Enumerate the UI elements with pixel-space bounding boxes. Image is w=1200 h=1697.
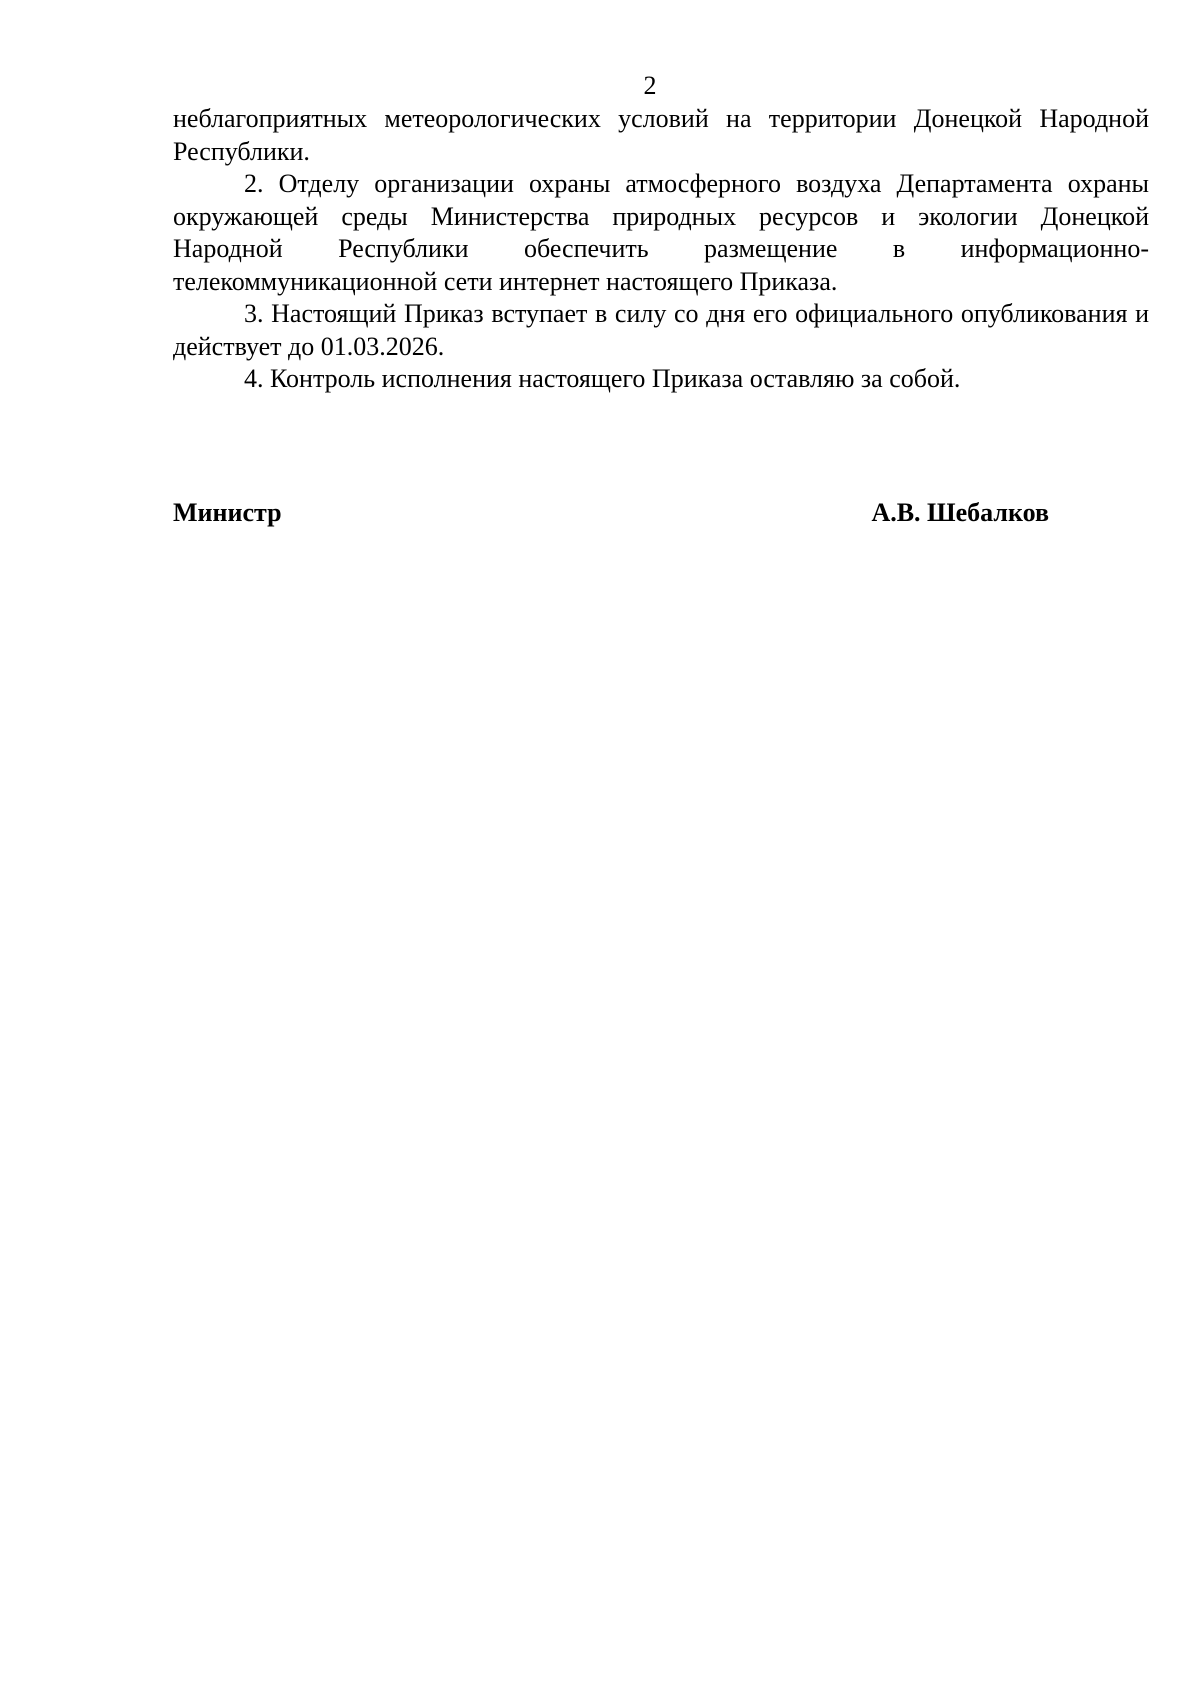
paragraph-item-2: 2. Отделу организации охраны атмосферного воздуха Департамента охраны окружающей среды Министерства природных ресурсов и экологии Донецкой Народной Республики обеспечить размещение в информационно-телекоммуникационной сети интернет настоящего Приказа.	[173, 169, 1149, 296]
signature-block	[173, 495, 1049, 531]
paragraph-item-3: 3. Настоящий Приказ вступает в силу со дня его официального опубликования и действует до 01.03.2026.	[173, 299, 1149, 361]
signatory-title: Министр	[173, 498, 282, 527]
paragraph-item-4: 4. Контроль исполнения настоящего Приказа оставляю за собой.	[244, 364, 961, 393]
paragraph-continuation: неблагоприятных метеорологических условий на территории Донецкой Народной Республики.	[173, 104, 1149, 166]
signatory-name: А.В. Шебалков	[871, 498, 1049, 527]
page-number: 2	[643, 71, 657, 100]
document-body	[173, 103, 1149, 396]
